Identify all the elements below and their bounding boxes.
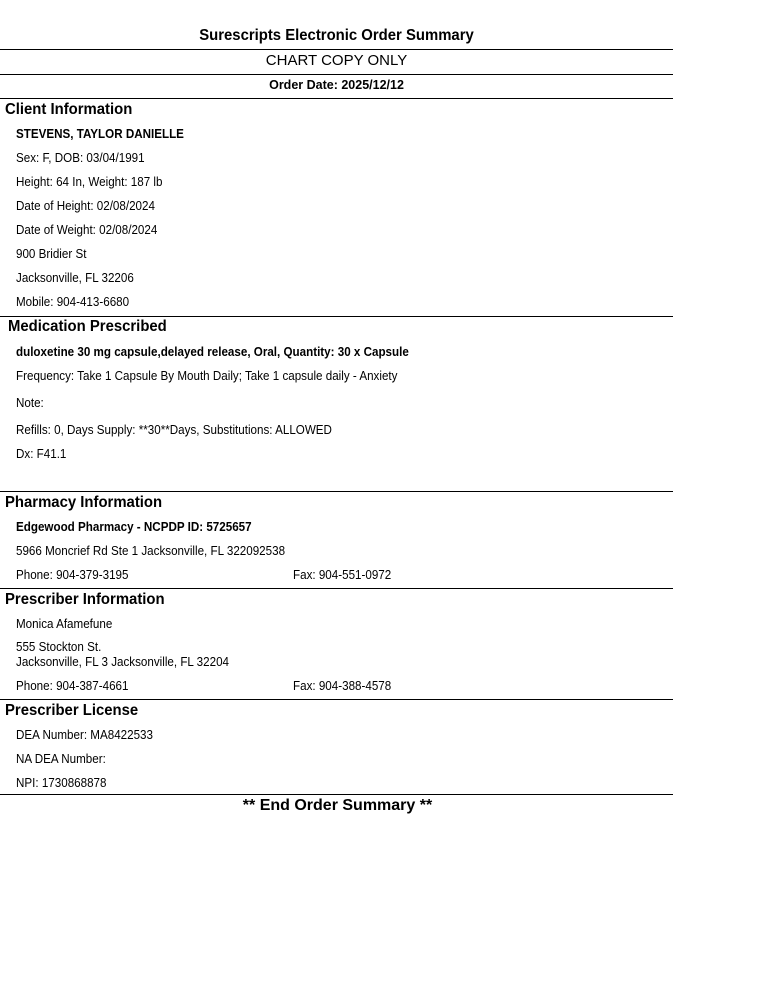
medication-frequency: Frequency: Take 1 Capsule By Mouth Daily; Take 1 capsule daily - Anxiety [16,369,398,383]
prescriber-address-line1: 555 Stockton St. [16,640,102,654]
divider [0,98,673,99]
pharmacy-fax: Fax: 904-551-0972 [293,568,392,582]
client-name: STEVENS, TAYLOR DANIELLE [16,127,184,141]
document-title: Surescripts Electronic Order Summary [199,27,474,44]
license-dea: DEA Number: MA8422533 [16,728,154,742]
medication-refills: Refills: 0, Days Supply: **30**Days, Substitutions: ALLOWED [16,423,332,437]
client-sex-dob: Sex: F, DOB: 03/04/1991 [16,151,145,165]
license-heading: Prescriber License [5,702,139,719]
medication-note: Note: [16,396,44,410]
divider [0,699,673,700]
medication-dx: Dx: F41.1 [16,447,67,461]
pharmacy-heading: Pharmacy Information [5,494,163,511]
divider [0,49,673,50]
divider [0,588,673,589]
pharmacy-phone: Phone: 904-379-3195 [16,568,129,582]
order-date: Order Date: 2025/12/12 [269,78,404,92]
prescriber-name: Monica Afamefune [16,617,113,631]
pharmacy-address: 5966 Moncrief Rd Ste 1 Jacksonville, FL 322092538 [16,544,286,558]
client-height-weight: Height: 64 In, Weight: 187 lb [16,175,163,189]
medication-drug: duloxetine 30 mg capsule,delayed release, Oral, Quantity: 30 x Capsule [16,345,409,359]
client-info-heading: Client Information [5,101,133,118]
client-address-line1: 900 Bridier St [16,247,87,261]
divider [0,74,673,75]
client-mobile: Mobile: 904-413-6680 [16,295,130,309]
divider [0,794,673,795]
client-address-line2: Jacksonville, FL 32206 [16,271,134,285]
end-order-summary: ** End Order Summary ** [242,797,433,814]
client-date-of-height: Date of Height: 02/08/2024 [16,199,155,213]
license-npi: NPI: 1730868878 [16,776,107,790]
medication-heading: Medication Prescribed [8,318,167,335]
prescriber-address-line2: Jacksonville, FL 3 Jacksonville, FL 32204 [16,655,230,669]
chart-copy-notice: CHART COPY ONLY [265,52,408,69]
license-na-dea: NA DEA Number: [16,752,106,766]
pharmacy-name: Edgewood Pharmacy - NCPDP ID: 5725657 [16,520,252,534]
divider [0,491,673,492]
prescriber-heading: Prescriber Information [5,591,165,608]
divider [0,316,673,317]
prescriber-fax: Fax: 904-388-4578 [293,679,392,693]
prescriber-phone: Phone: 904-387-4661 [16,679,129,693]
client-date-of-weight: Date of Weight: 02/08/2024 [16,223,158,237]
